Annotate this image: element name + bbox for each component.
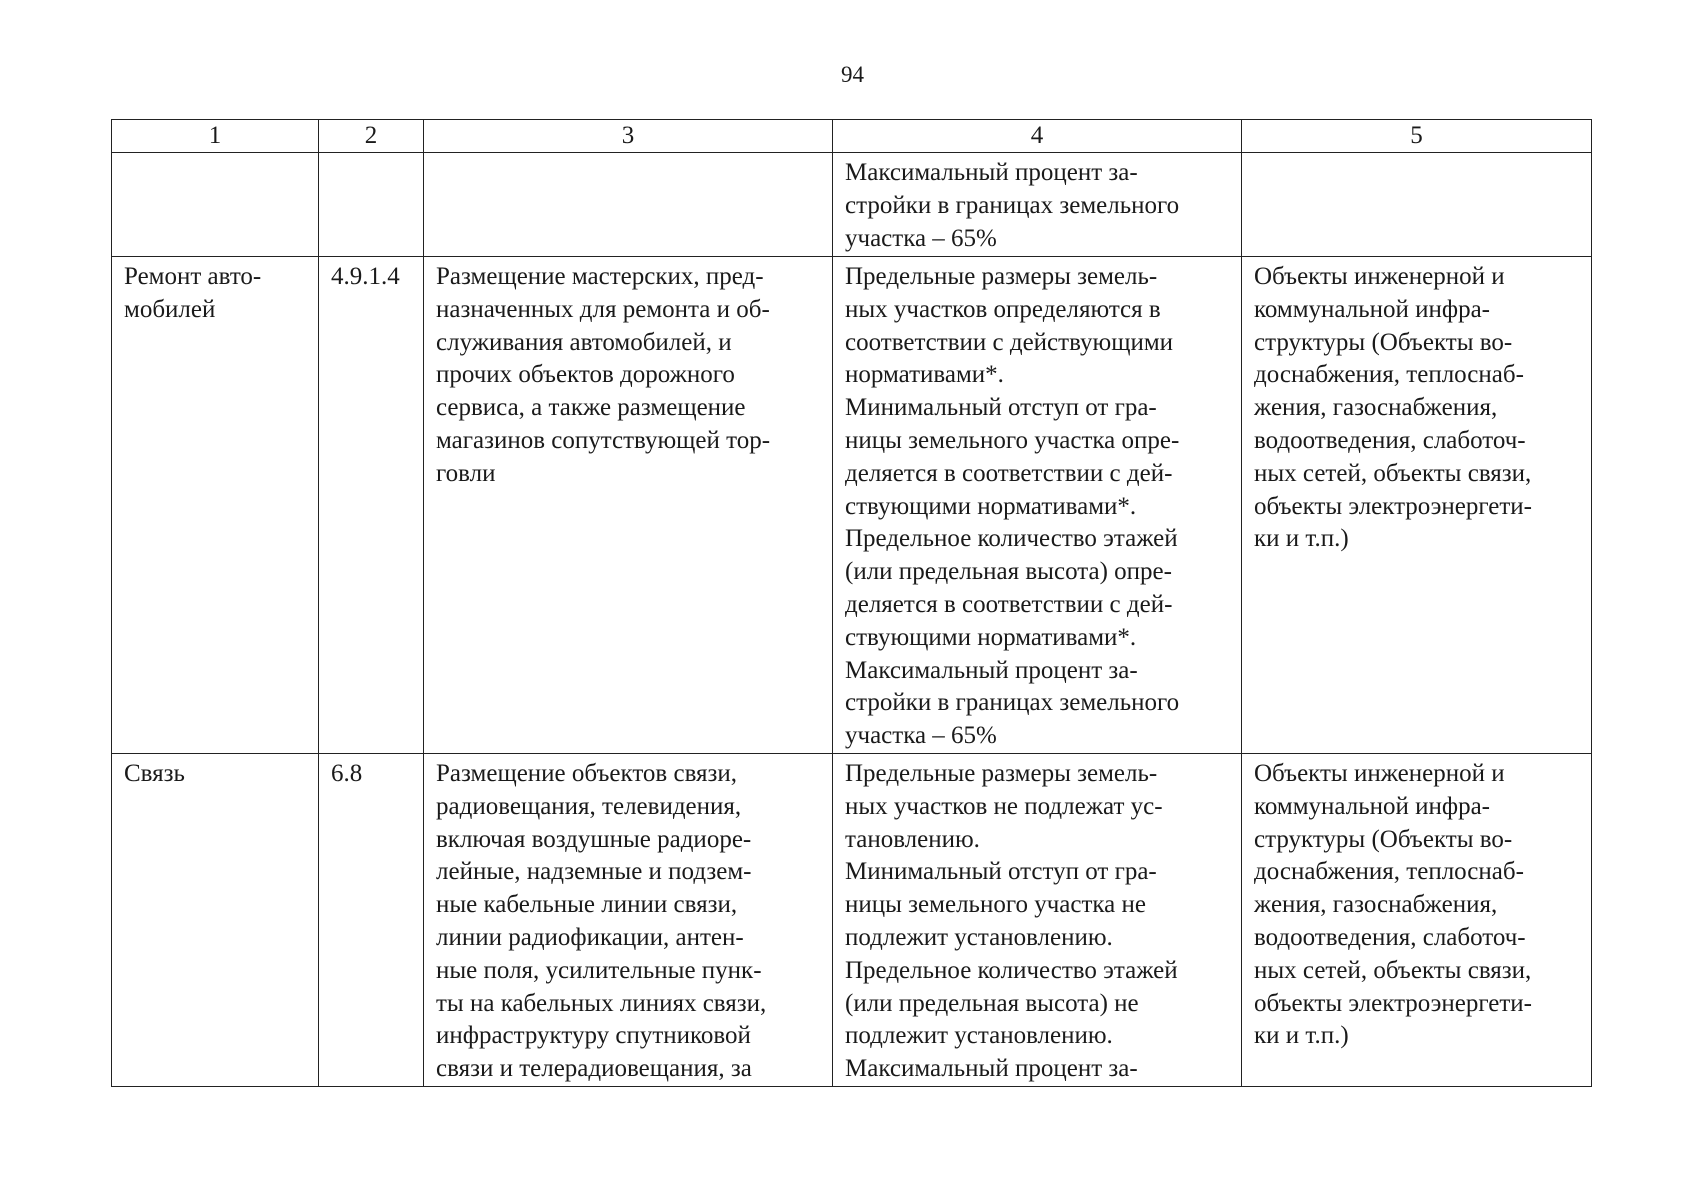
use-description-cell: Размещение объектов связи, радиовещания, телевидения, включая воздушные радиоре- лейные, надземные и подзем- ные кабельные линии связи, линии радиофикации, антен- ные поля, усилительные пунк- ты на кабельных линиях связи, инфраструктуру спутниковой связи и телерадиовещания, за (424, 753, 833, 1086)
permitted-objects-cell (1242, 153, 1592, 257)
header-cell: 5 (1242, 120, 1592, 153)
use-name-cell: Связь (112, 753, 319, 1086)
parameters-cell: Предельные размеры земель- ных участков не подлежат ус- тановлению. Минимальный отступ от гра- ницы земельного участка не подлежит установлению. Предельное количество этажей (или предельная высота) не подлежит установлению. Максимальный процент за- (833, 753, 1242, 1086)
header-cell: 3 (424, 120, 833, 153)
header-cell: 4 (833, 120, 1242, 153)
table-row (112, 753, 1592, 1086)
parameters-cell: Предельные размеры земель- ных участков определяются в соответствии с действующими нормативами*. Минимальный отступ от гра- ницы земельного участка опре- деляется в соответствии с дей- ствующими нормативами*. Предельное количество этажей (или предельная высота) опре- деляется в соответствии с дей- ствующими нормативами*. Максимальный процент за- стройки в границах земельного участка – 65% (833, 257, 1242, 754)
use-code-cell: 6.8 (319, 753, 424, 1086)
use-name-cell: Ремонт авто- мобилей (112, 257, 319, 754)
permitted-objects-cell: Объекты инженерной и коммунальной инфра- структуры (Объекты во- доснабжения, теплоснаб- жения, газоснабжения, водоотведения, слаботоч- ных сетей, объекты связи, объекты электроэнергети- ки и т.п.) (1242, 753, 1592, 1086)
use-name-cell (112, 153, 319, 257)
use-description-cell (424, 153, 833, 257)
parameters-cell: Максимальный процент за- стройки в границах земельного участка – 65% (833, 153, 1242, 257)
table-row (112, 257, 1592, 754)
use-code-cell: 4.9.1.4 (319, 257, 424, 754)
permitted-objects-cell: Объекты инженерной и коммунальной инфра- структуры (Объекты во- доснабжения, теплоснаб- жения, газоснабжения, водоотведения, слаботоч- ных сетей, объекты связи, объекты электроэнергети- ки и т.п.) (1242, 257, 1592, 754)
header-cell: 2 (319, 120, 424, 153)
use-description-cell: Размещение мастерских, пред- назначенных для ремонта и об- служивания автомобилей, и прочих объектов дорожного сервиса, а также размещение магазинов сопутствующей тор- говли (424, 257, 833, 754)
table-row (112, 153, 1592, 257)
table-header-row (112, 120, 1592, 153)
header-cell: 1 (112, 120, 319, 153)
regulations-table (111, 119, 1592, 1087)
use-code-cell (319, 153, 424, 257)
page-number: 94 (841, 62, 864, 87)
